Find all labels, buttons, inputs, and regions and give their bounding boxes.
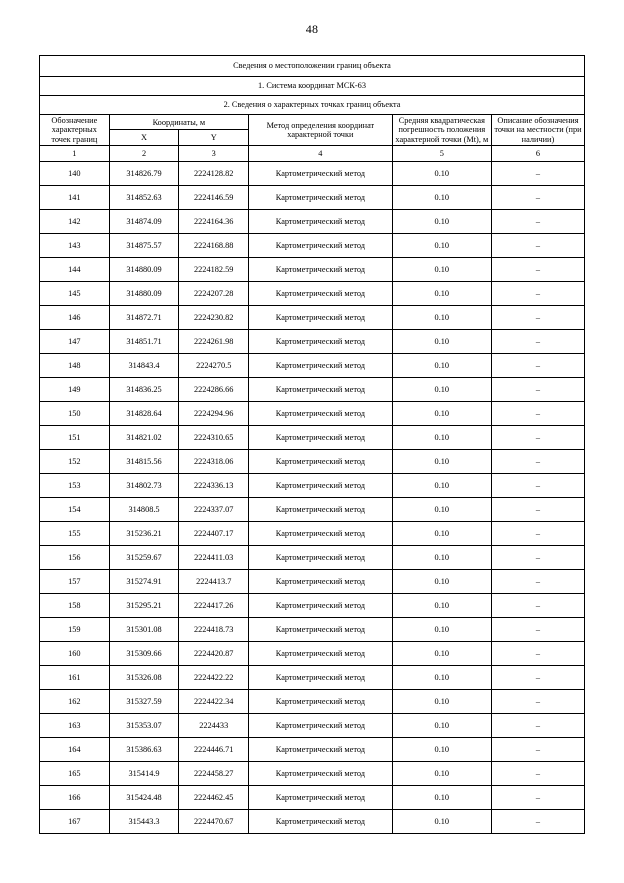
cell-point-number: 156 [40, 545, 110, 569]
table-row [40, 785, 585, 809]
cell-x: 315236.21 [109, 521, 179, 545]
numbering-6: 6 [491, 145, 584, 161]
cell-mt: 0.10 [392, 641, 491, 665]
cell-y: 2224164.36 [179, 209, 249, 233]
cell-mt: 0.10 [392, 761, 491, 785]
table-row [40, 569, 585, 593]
cell-mt: 0.10 [392, 425, 491, 449]
cell-method: Картометрический метод [249, 665, 393, 689]
cell-description: – [491, 233, 584, 257]
cell-x: 314815.56 [109, 449, 179, 473]
cell-x: 314875.57 [109, 233, 179, 257]
cell-mt: 0.10 [392, 209, 491, 233]
cell-mt: 0.10 [392, 497, 491, 521]
cell-method: Картометрический метод [249, 185, 393, 209]
cell-method: Картометрический метод [249, 785, 393, 809]
cell-y: 2224230.82 [179, 305, 249, 329]
cell-description: – [491, 185, 584, 209]
cell-mt: 0.10 [392, 185, 491, 209]
cell-mt: 0.10 [392, 353, 491, 377]
cell-x: 315414.9 [109, 761, 179, 785]
cell-x: 314808.5 [109, 497, 179, 521]
cell-y: 2224462.45 [179, 785, 249, 809]
cell-mt: 0.10 [392, 473, 491, 497]
section-points-info: 2. Сведения о характерных точках границ объекта [40, 96, 585, 115]
cell-method: Картометрический метод [249, 761, 393, 785]
table-body [40, 56, 585, 834]
cell-mt: 0.10 [392, 449, 491, 473]
cell-x: 314826.79 [109, 161, 179, 185]
cell-method: Картометрический метод [249, 209, 393, 233]
cell-point-number: 152 [40, 449, 110, 473]
cell-method: Картометрический метод [249, 545, 393, 569]
table-row [40, 281, 585, 305]
table-row [40, 161, 585, 185]
table-row [40, 641, 585, 665]
cell-y: 2224422.34 [179, 689, 249, 713]
cell-mt: 0.10 [392, 329, 491, 353]
cell-point-number: 153 [40, 473, 110, 497]
cell-description: – [491, 473, 584, 497]
cell-method: Картометрический метод [249, 329, 393, 353]
cell-description: – [491, 401, 584, 425]
cell-mt: 0.10 [392, 737, 491, 761]
cell-x: 315353.07 [109, 713, 179, 737]
table-row [40, 209, 585, 233]
cell-y: 2224168.88 [179, 233, 249, 257]
cell-method: Картометрический метод [249, 377, 393, 401]
table-row [40, 665, 585, 689]
cell-x: 314828.64 [109, 401, 179, 425]
cell-point-number: 147 [40, 329, 110, 353]
cell-y: 2224337.07 [179, 497, 249, 521]
cell-y: 2224470.67 [179, 809, 249, 833]
cell-y: 2224261.98 [179, 329, 249, 353]
cell-x: 314880.09 [109, 257, 179, 281]
cell-y: 2224310.65 [179, 425, 249, 449]
section-coordinate-system: 1. Система координат МСК-63 [40, 77, 585, 96]
cell-method: Картометрический метод [249, 569, 393, 593]
cell-description: – [491, 305, 584, 329]
cell-y: 2224146.59 [179, 185, 249, 209]
table-row [40, 473, 585, 497]
cell-x: 314821.02 [109, 425, 179, 449]
numbering-1: 1 [40, 145, 110, 161]
cell-mt: 0.10 [392, 593, 491, 617]
header-coordinates-group: Координаты, м [109, 115, 248, 130]
cell-point-number: 164 [40, 737, 110, 761]
cell-y: 2224286.66 [179, 377, 249, 401]
document-title: Сведения о местоположении границ объекта [40, 56, 585, 77]
cell-mt: 0.10 [392, 713, 491, 737]
table-row [40, 185, 585, 209]
cell-mt: 0.10 [392, 161, 491, 185]
cell-point-number: 160 [40, 641, 110, 665]
cell-y: 2224422.22 [179, 665, 249, 689]
table-row [40, 257, 585, 281]
cell-y: 2224458.27 [179, 761, 249, 785]
cell-mt: 0.10 [392, 401, 491, 425]
cell-method: Картометрический метод [249, 497, 393, 521]
cell-description: – [491, 641, 584, 665]
cell-point-number: 154 [40, 497, 110, 521]
cell-y: 2224182.59 [179, 257, 249, 281]
cell-point-number: 159 [40, 617, 110, 641]
cell-method: Картометрический метод [249, 473, 393, 497]
cell-point-number: 155 [40, 521, 110, 545]
cell-mt: 0.10 [392, 689, 491, 713]
cell-description: – [491, 425, 584, 449]
table-row [40, 713, 585, 737]
cell-x: 314874.09 [109, 209, 179, 233]
cell-y: 2224294.96 [179, 401, 249, 425]
cell-x: 315443.3 [109, 809, 179, 833]
cell-point-number: 143 [40, 233, 110, 257]
cell-description: – [491, 785, 584, 809]
cell-description: – [491, 521, 584, 545]
cell-x: 315295.21 [109, 593, 179, 617]
cell-mt: 0.10 [392, 521, 491, 545]
cell-description: – [491, 737, 584, 761]
cell-point-number: 157 [40, 569, 110, 593]
table-row [40, 497, 585, 521]
cell-point-number: 140 [40, 161, 110, 185]
boundary-points-table [39, 55, 585, 834]
cell-method: Картометрический метод [249, 593, 393, 617]
cell-point-number: 162 [40, 689, 110, 713]
cell-x: 315309.66 [109, 641, 179, 665]
table-row [40, 449, 585, 473]
cell-mt: 0.10 [392, 665, 491, 689]
cell-description: – [491, 689, 584, 713]
cell-mt: 0.10 [392, 377, 491, 401]
table-row [40, 617, 585, 641]
table-section1-row [40, 77, 585, 96]
cell-description: – [491, 761, 584, 785]
cell-y: 2224413.7 [179, 569, 249, 593]
numbering-2: 2 [109, 145, 179, 161]
header-description: Описание обозначения точки на местности (при наличии) [491, 115, 584, 146]
cell-mt: 0.10 [392, 305, 491, 329]
cell-description: – [491, 257, 584, 281]
cell-method: Картометрический метод [249, 641, 393, 665]
cell-point-number: 145 [40, 281, 110, 305]
table-row [40, 761, 585, 785]
cell-mt: 0.10 [392, 233, 491, 257]
cell-description: – [491, 161, 584, 185]
cell-point-number: 150 [40, 401, 110, 425]
cell-method: Картометрический метод [249, 809, 393, 833]
cell-x: 315326.08 [109, 665, 179, 689]
cell-point-number: 141 [40, 185, 110, 209]
cell-point-number: 163 [40, 713, 110, 737]
cell-mt: 0.10 [392, 545, 491, 569]
cell-method: Картометрический метод [249, 401, 393, 425]
table-row [40, 593, 585, 617]
cell-method: Картометрический метод [249, 521, 393, 545]
cell-y: 2224446.71 [179, 737, 249, 761]
header-mean-square-error: Средняя квадратическая погрешность положения характерной точки (Мt), м [392, 115, 491, 146]
cell-description: – [491, 569, 584, 593]
cell-point-number: 146 [40, 305, 110, 329]
cell-x: 314802.73 [109, 473, 179, 497]
cell-x: 315274.91 [109, 569, 179, 593]
cell-method: Картометрический метод [249, 233, 393, 257]
cell-description: – [491, 497, 584, 521]
cell-point-number: 151 [40, 425, 110, 449]
cell-description: – [491, 449, 584, 473]
cell-point-number: 166 [40, 785, 110, 809]
cell-mt: 0.10 [392, 617, 491, 641]
cell-method: Картометрический метод [249, 449, 393, 473]
cell-description: – [491, 353, 584, 377]
cell-point-number: 161 [40, 665, 110, 689]
table-row [40, 689, 585, 713]
cell-y: 2224407.17 [179, 521, 249, 545]
cell-point-number: 167 [40, 809, 110, 833]
header-point-designation: Обозначение характерных точек границ [40, 115, 110, 146]
table-row [40, 329, 585, 353]
table-row [40, 737, 585, 761]
cell-method: Картометрический метод [249, 425, 393, 449]
cell-x: 314880.09 [109, 281, 179, 305]
table-row [40, 425, 585, 449]
cell-method: Картометрический метод [249, 257, 393, 281]
cell-mt: 0.10 [392, 785, 491, 809]
cell-x: 315424.48 [109, 785, 179, 809]
cell-method: Картометрический метод [249, 161, 393, 185]
table-row [40, 353, 585, 377]
cell-description: – [491, 809, 584, 833]
cell-point-number: 144 [40, 257, 110, 281]
cell-description: – [491, 281, 584, 305]
cell-y: 2224420.87 [179, 641, 249, 665]
cell-description: – [491, 329, 584, 353]
table-row [40, 521, 585, 545]
table-title-row [40, 56, 585, 77]
cell-method: Картометрический метод [249, 689, 393, 713]
table-section2-row [40, 96, 585, 115]
cell-method: Картометрический метод [249, 713, 393, 737]
cell-y: 2224418.73 [179, 617, 249, 641]
cell-description: – [491, 665, 584, 689]
cell-point-number: 158 [40, 593, 110, 617]
numbering-5: 5 [392, 145, 491, 161]
cell-y: 2224417.26 [179, 593, 249, 617]
cell-mt: 0.10 [392, 257, 491, 281]
cell-y: 2224318.06 [179, 449, 249, 473]
cell-y: 2224128.82 [179, 161, 249, 185]
numbering-3: 3 [179, 145, 249, 161]
cell-description: – [491, 209, 584, 233]
cell-method: Картометрический метод [249, 305, 393, 329]
table-numbering-row [40, 145, 585, 161]
cell-description: – [491, 377, 584, 401]
cell-point-number: 165 [40, 761, 110, 785]
cell-x: 314836.25 [109, 377, 179, 401]
cell-x: 315301.08 [109, 617, 179, 641]
cell-description: – [491, 713, 584, 737]
cell-x: 315259.67 [109, 545, 179, 569]
cell-description: – [491, 593, 584, 617]
cell-x: 314851.71 [109, 329, 179, 353]
cell-method: Картометрический метод [249, 617, 393, 641]
cell-method: Картометрический метод [249, 353, 393, 377]
header-x: X [109, 130, 179, 145]
cell-x: 315386.63 [109, 737, 179, 761]
cell-mt: 0.10 [392, 569, 491, 593]
header-method: Метод определения координат характерной точки [249, 115, 393, 146]
table-row [40, 233, 585, 257]
cell-x: 314843.4 [109, 353, 179, 377]
table-row [40, 545, 585, 569]
cell-description: – [491, 617, 584, 641]
cell-description: – [491, 545, 584, 569]
table-row [40, 305, 585, 329]
table-row [40, 377, 585, 401]
cell-y: 2224270.5 [179, 353, 249, 377]
cell-point-number: 142 [40, 209, 110, 233]
cell-y: 2224207.28 [179, 281, 249, 305]
table-header-row-1 [40, 115, 585, 130]
cell-method: Картометрический метод [249, 737, 393, 761]
cell-y: 2224433 [179, 713, 249, 737]
table-row [40, 401, 585, 425]
cell-x: 314852.63 [109, 185, 179, 209]
cell-x: 314872.71 [109, 305, 179, 329]
cell-y: 2224336.13 [179, 473, 249, 497]
cell-x: 315327.59 [109, 689, 179, 713]
cell-point-number: 149 [40, 377, 110, 401]
page-number: 48 [305, 22, 319, 36]
numbering-4: 4 [249, 145, 393, 161]
cell-y: 2224411.03 [179, 545, 249, 569]
cell-mt: 0.10 [392, 809, 491, 833]
cell-mt: 0.10 [392, 281, 491, 305]
header-y: Y [179, 130, 249, 145]
table-row [40, 809, 585, 833]
cell-method: Картометрический метод [249, 281, 393, 305]
cell-point-number: 148 [40, 353, 110, 377]
